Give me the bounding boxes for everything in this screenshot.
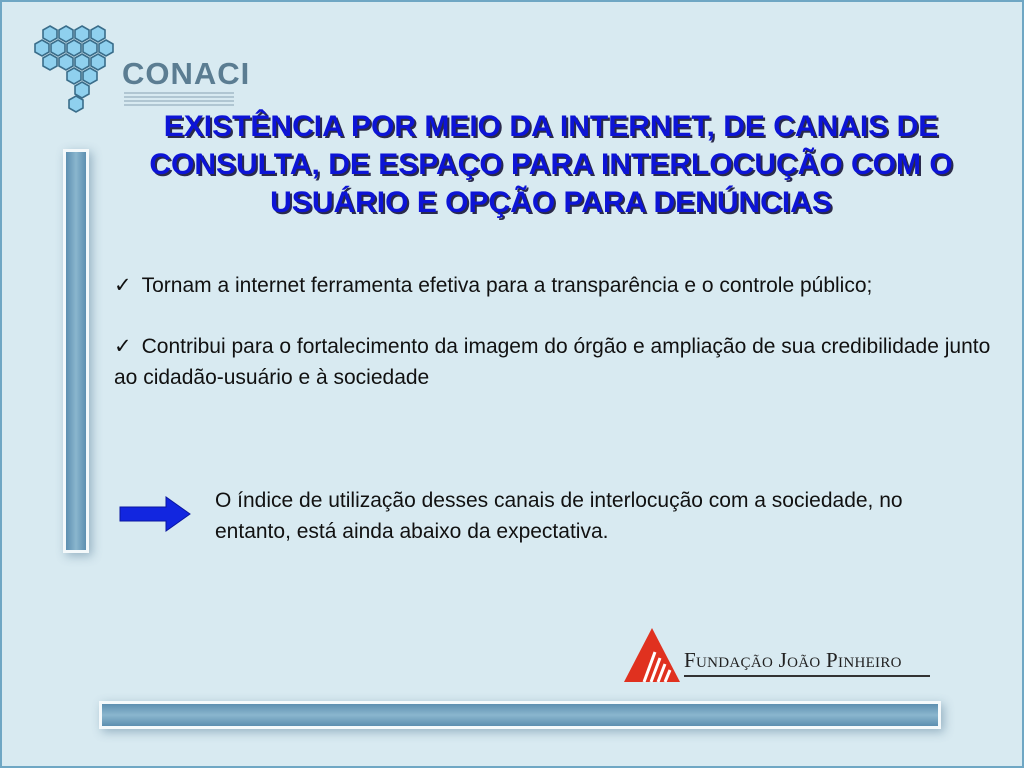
fjp-underline [684, 675, 930, 677]
checkmark-icon: ✓ [114, 334, 132, 358]
triangle-stripes-icon [622, 626, 682, 684]
checkmark-icon: ✓ [114, 273, 132, 297]
hexagon-cluster-icon [30, 22, 130, 114]
conaci-wordmark: CONACI [122, 56, 251, 91]
bullet-list [114, 270, 999, 423]
note-text: O índice de utilização desses canais de interlocução com a sociedade, no entanto, está ainda abaixo da expectativa. [215, 489, 903, 543]
conaci-tagline-graphic [124, 92, 234, 106]
bullet-text: Contribui para o fortalecimento da imagem do órgão e ampliação de sua credibilidade junto ao cidadão-usuário e à sociedade [114, 335, 991, 389]
slide-title: EXISTÊNCIA POR MEIO DA INTERNET, DE CANAIS DE CONSULTA, DE ESPAÇO PARA INTERLOCUÇÃO COM O USUÁRIO E OPÇÃO PARA DENÚNCIAS [149, 110, 953, 219]
bullet-item [114, 331, 999, 393]
bullet-text: Tornam a internet ferramenta efetiva para a transparência e o controle público; [141, 274, 873, 297]
horizontal-accent-bar [99, 701, 941, 729]
vertical-accent-bar [63, 149, 89, 553]
fjp-wordmark: Fundação João Pinheiro [684, 648, 902, 672]
fundacao-joao-pinheiro-logo [622, 626, 942, 688]
bullet-item [114, 270, 999, 301]
conaci-logo [30, 22, 251, 114]
right-arrow-icon [118, 496, 192, 532]
